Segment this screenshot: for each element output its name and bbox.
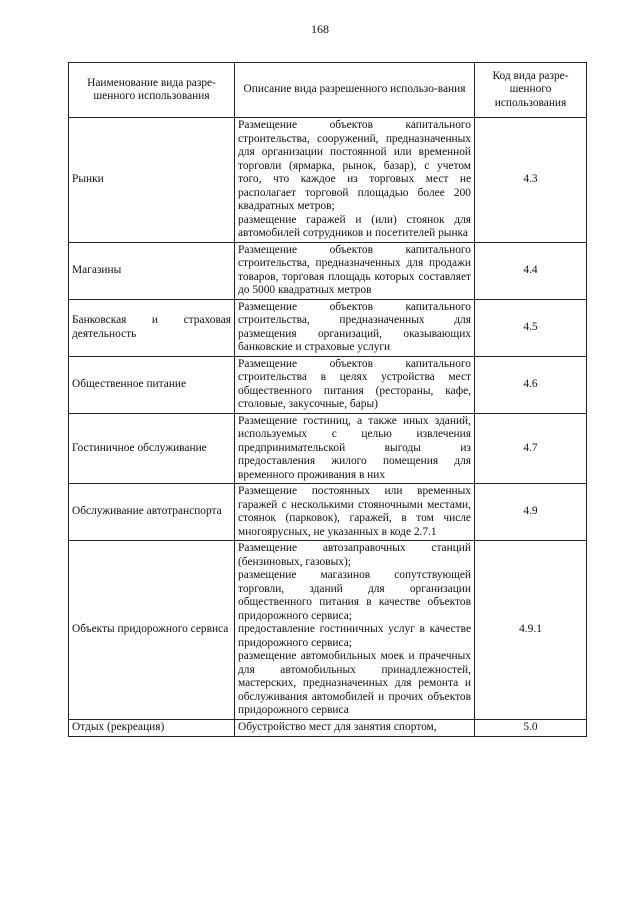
- row-description: [235, 413, 475, 484]
- row-description: [235, 356, 475, 413]
- table-row: [69, 299, 587, 356]
- row-description: [235, 719, 475, 736]
- row-name: Отдых (рекреация): [69, 719, 235, 736]
- row-code: 4.7: [475, 413, 587, 484]
- row-code: 4.9.1: [475, 541, 587, 720]
- row-description: [235, 541, 475, 720]
- header-description: Описание вида разрешенного использо-вания: [235, 63, 475, 118]
- table-row: [69, 242, 587, 299]
- row-name: Гостиничное обслуживание: [69, 413, 235, 484]
- row-description: [235, 484, 475, 541]
- table-row: [69, 541, 587, 720]
- row-description: [235, 299, 475, 356]
- description-paragraph: размещение автомобильных моек и прачечных для автомобильных принадлежностей, мастерских, предназначенных для ремонта и обслуживания автомобилей и прочих объектов придорожного сервиса: [238, 650, 471, 716]
- table-row: [69, 356, 587, 413]
- row-code: 4.4: [475, 242, 587, 299]
- description-paragraph: Размещение объектов капитального строительства, предназначенных для размещения организаций, оказывающих банковские и страховые услуги: [238, 300, 471, 353]
- header-name: Наименование вида разре-шенного использования: [69, 63, 235, 118]
- row-code: 4.6: [475, 356, 587, 413]
- description-paragraph: Размещение объектов капитального строительства в целях устройства мест общественного питания (рестораны, кафе, столовые, закусочные, бары): [238, 357, 471, 410]
- table-row: [69, 719, 587, 736]
- table-row: [69, 413, 587, 484]
- row-description: [235, 242, 475, 299]
- description-paragraph: размещение магазинов сопутствующей торговли, зданий для организации общественного питания в качестве объектов придорожного сервиса;: [238, 569, 471, 622]
- row-name: Обслуживание автотранспорта: [69, 484, 235, 541]
- table-row: [69, 118, 587, 243]
- row-name: Магазины: [69, 242, 235, 299]
- row-code: 4.3: [475, 118, 587, 243]
- row-code: 4.9: [475, 484, 587, 541]
- row-name: Банковская и страховая деятельность: [69, 299, 235, 356]
- row-description: [235, 118, 475, 243]
- description-paragraph: Размещение объектов капитального строительства, предназначенных для продажи товаров, торговая площадь которых составляет до 5000 квадратных метров: [238, 243, 471, 296]
- row-code: 5.0: [475, 719, 587, 736]
- land-use-table: [68, 62, 587, 737]
- page-number: 168: [311, 22, 329, 36]
- header-code: Код вида разре-шенного использования: [475, 63, 587, 118]
- table-header-row: [69, 63, 587, 118]
- description-paragraph: Размещение автозаправочных станций (бензиновых, газовых);: [238, 542, 471, 568]
- description-paragraph: Размещение постоянных или временных гаражей с несколькими стояночными местами, стоянок (парковок), гаражей, в том числе многоярусных, не указанных в коде 2.7.1: [238, 485, 471, 538]
- row-name: Рынки: [69, 118, 235, 243]
- description-paragraph: Размещение гостиниц, а также иных зданий, используемых с целью извлечения предпринимательской выгоды из предоставления жилого помещения для временного проживания в них: [238, 414, 471, 481]
- row-name: Общественное питание: [69, 356, 235, 413]
- description-paragraph: предоставление гостиничных услуг в качестве придорожного сервиса;: [238, 623, 471, 649]
- row-name: Объекты придорожного сервиса: [69, 541, 235, 720]
- description-paragraph: размещение гаражей и (или) стоянок для автомобилей сотрудников и посетителей рынка: [238, 213, 471, 239]
- row-code: 4.5: [475, 299, 587, 356]
- table-row: [69, 484, 587, 541]
- description-paragraph: Размещение объектов капитального строительства, сооружений, предназначенных для организации постоянной или временной торговли (ярмарка, рынок, базар), с учетом того, что каждое из торговых мест не располагает торговой площадью более 200 квадратных метров;: [238, 119, 471, 212]
- description-paragraph: Обустройство мест для занятия спортом,: [238, 720, 437, 733]
